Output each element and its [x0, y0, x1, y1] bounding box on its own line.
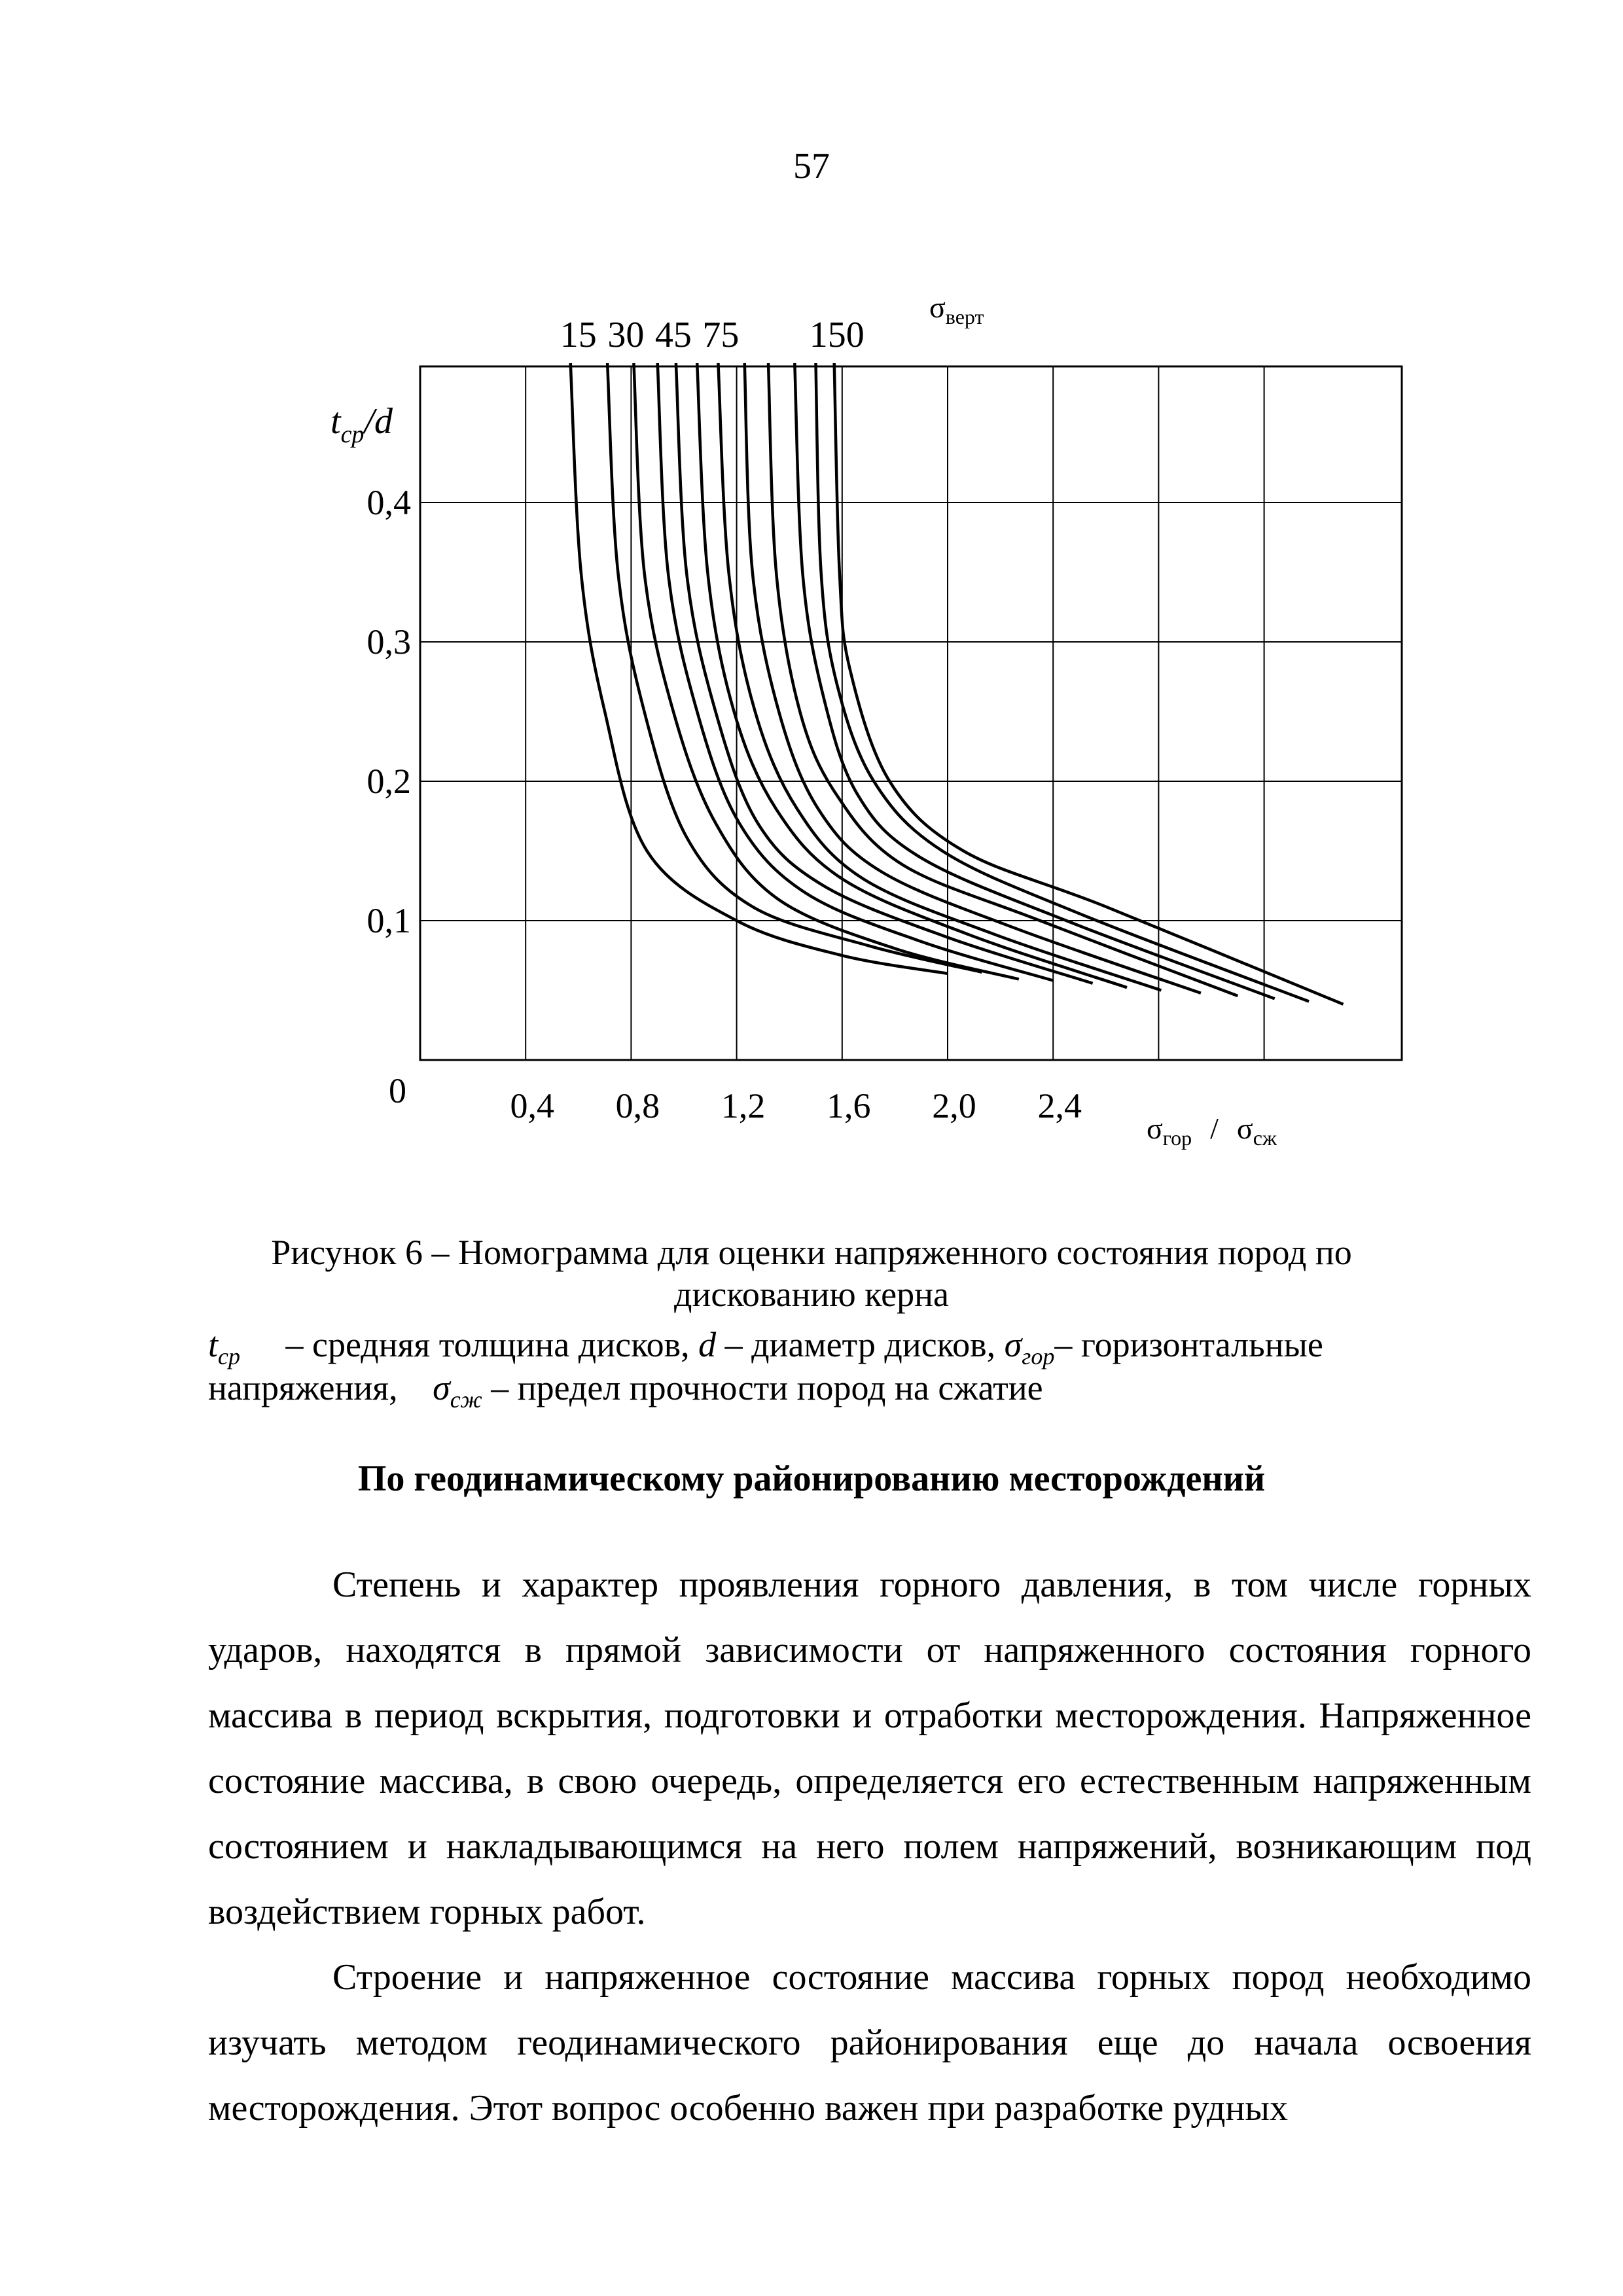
- legend-sgor-sym: σ: [1004, 1325, 1022, 1364]
- figure-caption-line1: Рисунок 6 – Номограмма для оценки напряженного состояния пород по: [271, 1233, 1352, 1272]
- legend-line2: [208, 1366, 1043, 1421]
- curve-label: 150: [809, 315, 865, 355]
- curve-series: [718, 363, 1161, 991]
- section-heading: По геодинамическому районированию месторождений: [357, 1458, 1266, 1499]
- curve-series: [768, 363, 1238, 996]
- y-axis-title-t: t: [330, 401, 341, 442]
- paragraph-2: Строение и напряженное состояние массива горных пород необходимо изучать методом геодинамического районирования еще до начала освоения месторождения. Этот вопрос особенно важен при разработке рудных: [208, 1957, 1531, 2128]
- y-tick-label: 0,2: [366, 762, 411, 801]
- top-axis-title-sym: σ: [929, 291, 946, 324]
- x-tick-label: 1,2: [721, 1086, 766, 1125]
- curve-series: [697, 363, 1127, 987]
- legend-sgor-desc: – горизонтальные: [1054, 1325, 1323, 1364]
- y-axis-title-rest: /d: [364, 401, 393, 442]
- x-tick-labels: [510, 1086, 1081, 1125]
- curve-group: [571, 363, 1344, 1004]
- top-axis-title-sub: верт: [945, 305, 984, 328]
- legend-d-desc: – диаметр дисков,: [724, 1325, 996, 1364]
- x-tick-label: 2,0: [932, 1086, 976, 1125]
- top-axis-title: [929, 291, 984, 328]
- curve-series: [794, 363, 1274, 998]
- legend-d-sym: d: [698, 1325, 717, 1364]
- y-tick-label: 0,3: [366, 622, 411, 662]
- y-tick-label: 0,4: [366, 483, 411, 522]
- y-tick-label: 0,1: [366, 901, 411, 940]
- curve-label: 75: [702, 315, 740, 355]
- curve-series: [834, 363, 1344, 1004]
- x-axis-title: [1147, 1112, 1277, 1150]
- legend-ssj-sym: σ: [433, 1368, 450, 1407]
- legend-t-desc: – средняя толщина дисков,: [285, 1325, 690, 1364]
- x-tick-label: 0,8: [615, 1086, 660, 1125]
- x-axis-title-sep: /: [1210, 1112, 1219, 1145]
- curve-labels: [560, 315, 865, 355]
- x-tick-label: 1,6: [827, 1086, 871, 1125]
- legend-line2-start: напряжения,: [208, 1368, 398, 1407]
- y-axis-title: [330, 401, 393, 448]
- y-tick-labels: [367, 483, 412, 940]
- curve-series: [816, 363, 1310, 1002]
- x-axis-title-den-sub: сж: [1253, 1126, 1277, 1150]
- legend-ssj-desc: – предел прочности пород на сжатие: [491, 1368, 1043, 1407]
- x-tick-label: 2,4: [1037, 1086, 1082, 1125]
- paragraph-1: Степень и характер проявления горного давления, в том числе горных ударов, находятся в прямой зависимости от напряженного состояния горного массива в период вскрытия, подготовки и отработки месторождения. Напряженное состояние массива, в свою очередь, определяется его естественным напряженным состоянием и накладывающимся на него полем напряжений, возникающим под воздействием горных работ.: [208, 1564, 1531, 1932]
- legend-sgor-sub: гор: [1022, 1343, 1055, 1369]
- legend-ssj-sub: сж: [450, 1386, 482, 1413]
- curve-label: 30: [607, 315, 645, 355]
- legend-t-sub: ср: [218, 1343, 240, 1369]
- curve-label: 15: [560, 315, 597, 355]
- page-number: 57: [793, 146, 830, 186]
- legend-t-sym: t: [208, 1325, 219, 1364]
- x-axis-title-num: σ: [1147, 1112, 1163, 1145]
- figure-caption-line2: дискованию керна: [674, 1275, 949, 1314]
- x-tick-label: 0,4: [510, 1086, 554, 1125]
- x-axis-title-den: σ: [1236, 1112, 1253, 1145]
- curve-label: 45: [654, 315, 692, 355]
- x-axis-title-num-sub: гор: [1162, 1126, 1192, 1150]
- curve-series: [607, 363, 982, 972]
- origin-label: 0: [389, 1071, 406, 1110]
- y-axis-title-sub: ср: [340, 421, 365, 448]
